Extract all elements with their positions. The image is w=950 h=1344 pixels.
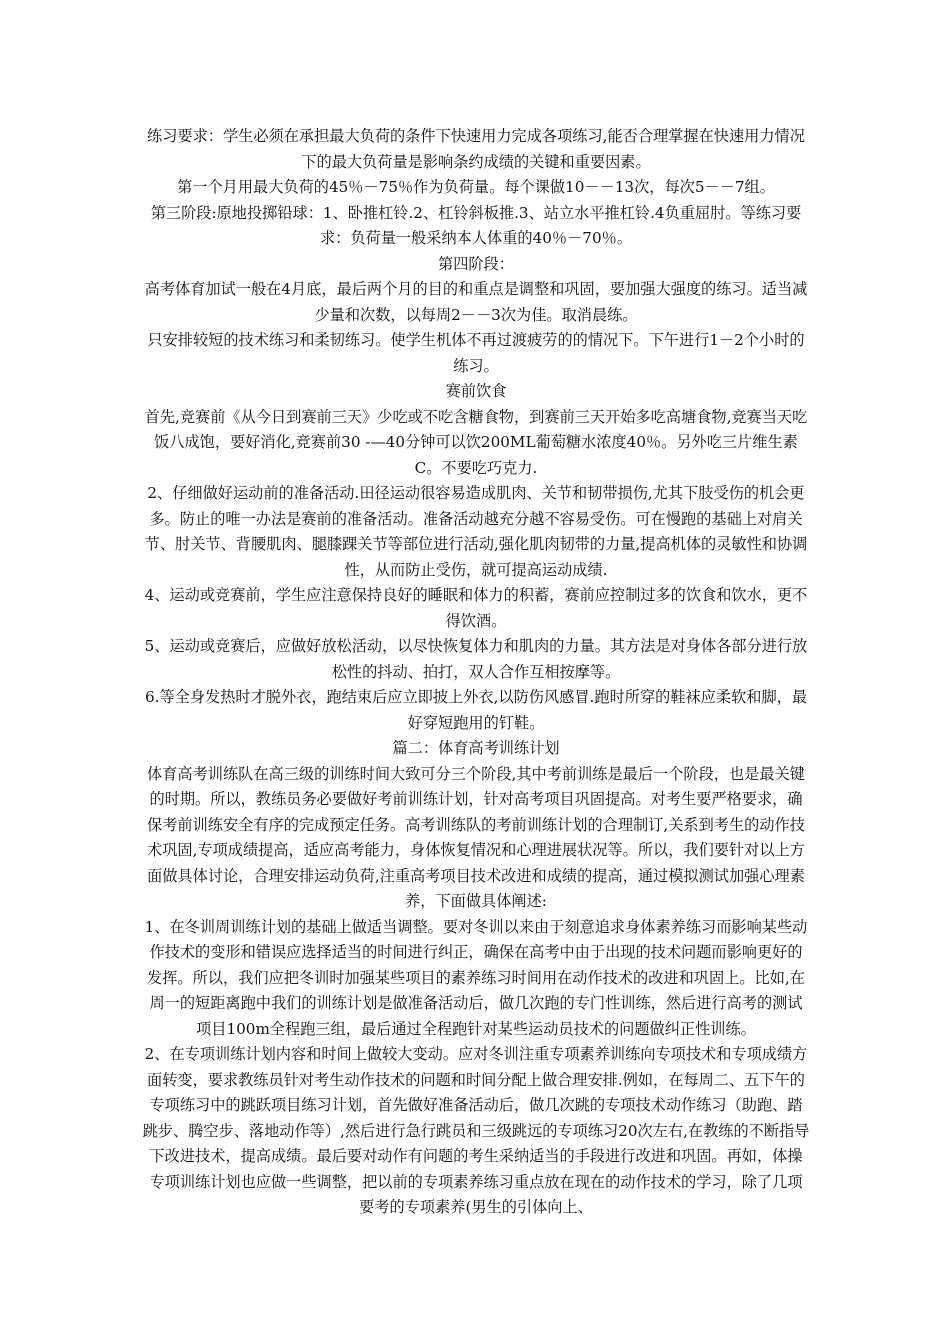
paragraph-diet-advice: 首先,竞赛前《从今日到赛前三天》少吃或不吃含糖食物，到赛前三天开始多吃高塘食物,竞赛当天吃饭八成饱，要好消化,竞赛前30 -—40分钟可以饮200ML葡萄糖水浓度40％。另外吃三片维生素C。不要吃巧克力. — [144, 407, 808, 477]
paragraph-clothing: 6.等全身发热时才脱外衣，跑结束后应立即披上外衣,以防伤风感冒.跑时所穿的鞋袜应柔软和脚，最好穿短跑用的钉鞋。 — [144, 688, 808, 732]
heading-part-two: 篇二：体育高考训练计划 — [392, 739, 560, 757]
paragraph-stage-three: 第三阶段:原地投掷铅球：1、卧推杠铃.2、杠铃斜板推.3、站立水平推杠铃.4负重屈肘。等练习要求：负荷量一般采纳本人体重的40％－70％。 — [150, 203, 802, 247]
paragraph-cool-down: 5、运动或竞赛后，应做好放松活动，以尽快恢复体力和肌肉的力量。其方法是对身体各部分进行放松性的抖动、拍打，双人合作互相按摩等。 — [144, 637, 808, 681]
paragraph-first-month-load: 第一个月用最大负荷的45％－75％作为负荷量。每个课做10－－13次，每次5－－7组。 — [177, 178, 775, 196]
paragraph-warm-up: 2、仔细做好运动前的准备活动.田径运动很容易造成肌肉、关节和韧带损伤,尤其下肢受伤的机会更多。防止的唯一办法是赛前的准备活动。准备活动越充分越不容易受伤。可在慢跑的基础上对肩关节、肘关节、背腰肌肉、腿膝踝关节等部位进行活动,强化肌肉韧带的力量,提高机体的灵敏性和协调性，从而防止受伤，就可提高运动成绩. — [144, 484, 808, 579]
document-page — [142, 124, 810, 1221]
paragraph-specialized-training: 2、在专项训练计划内容和时间上做较大变动。应对冬训注重专项素养训练向专项技术和专项成绩方面转变，要求教练员针对考生动作技术的问题和时间分配上做合理安排.例如，在每周二、五下午的专项练习中的跳跃项目练习计划，首先做好准备活动后，做几次跳的专项技术动作练习（助跑、踏跳步、腾空步、落地动作等）,然后进行急行跳员和三级跳远的专项练习20次左右,在教练的不断指导下改进技术，提高成绩。最后要对动作有问题的考生采纳适当的手段进行改进和巩固。再如，体操专项训练计划也应做一些调整，把以前的专项素养练习重点放在现在的动作技术的学习，除了几项要考的专项素养(男生的引体向上、 — [142, 1045, 810, 1216]
heading-stage-four: 第四阶段： — [438, 254, 514, 273]
paragraph-rest-before-competition: 4、运动或竞赛前，学生应注意保持良好的睡眠和体力的积蓄，赛前应控制过多的饮食和饮水，更不得饮酒。 — [144, 586, 808, 630]
paragraph-short-technique-practice: 只安排较短的技术练习和柔韧练习。使学生机体不再过渡疲劳的的情况下。下午进行1－2个小时的练习。 — [147, 331, 805, 375]
paragraph-part-two-intro: 体育高考训练队在高三级的训练时间大致可分三个阶段,其中考前训练是最后一个阶段，也是最关键的时期。所以，教练员务必要做好考前训练计划，针对高考项目巩固提高。对考生要严格要求，确保考前训练安全有序的完成预定任务。高考训练队的考前训练计划的合理制订,关系到考生的动作技术巩固,专项成绩提高，适应高考能力，身体恢复情况和心理进展状况等。所以，我们要针对以上方面做具体讨论，合理安排运动负荷,注重高考项目技术改进和成绩的提高，通过模拟测试加强心理素养，下面做具体阐述: — [147, 764, 805, 910]
paragraph-training-requirement: 练习要求：学生必须在承担最大负荷的条件下快速用力完成各项练习,能否合理掌握在快速用力情况下的最大负荷量是影响条约成绩的关键和重要因素。 — [147, 127, 805, 171]
paragraph-stage-four-adjustment: 高考体育加试一般在4月底，最后两个月的目的和重点是调整和巩固，要加强大强度的练习。适当减少量和次数，以每周2－－3次为佳。取消晨练。 — [144, 280, 808, 324]
paragraph-winter-plan-adjustment: 1、在冬训周训练计划的基础上做适当调整。要对冬训以来由于刻意追求身体素养练习而影响某些动作技术的变形和错误应选择适当的时间进行纠正，确保在高考中由于出现的技术问题而影响更好的发挥。所以，我们应把冬训时加强某些项目的素养练习时间用在动作技术的改进和巩固上。比如,在周一的短距离跑中我们的训练计划是做准备活动后，做几次跑的专门性训练，然后进行高考的测试项目100m全程跑三组，最后通过全程跑针对某些运动员技术的问题做纠正性训练。 — [144, 917, 808, 1038]
heading-pre-competition-diet: 赛前饮食 — [445, 382, 507, 400]
